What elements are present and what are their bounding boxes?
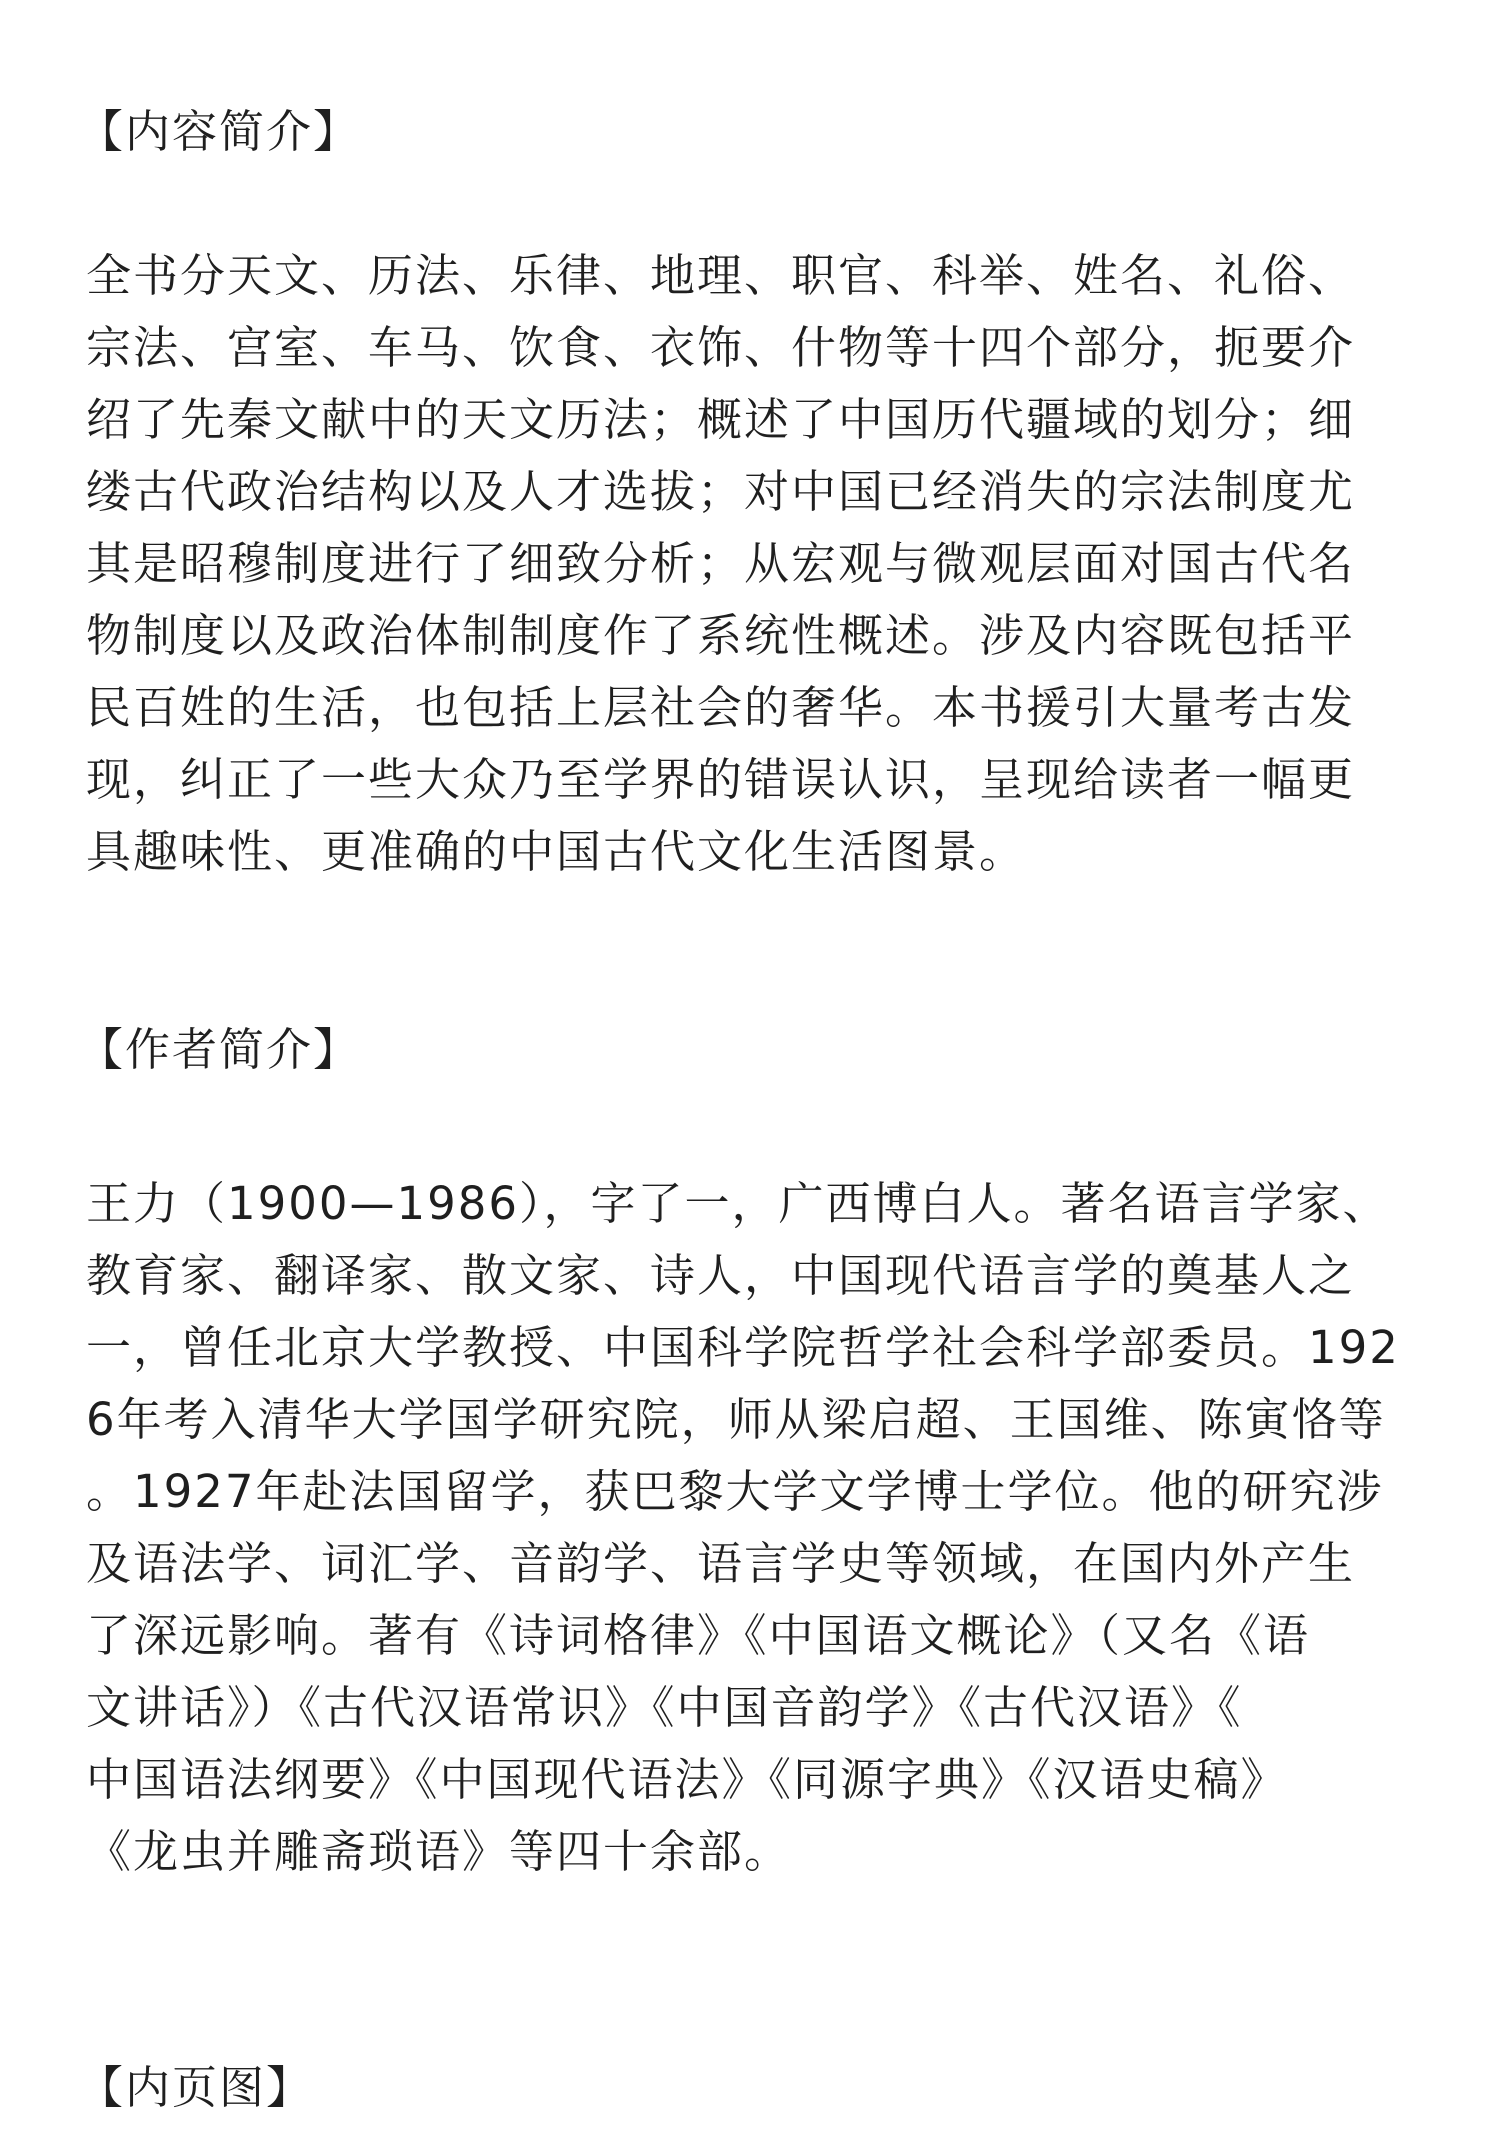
intro-heading: 【内容简介】 [78,105,361,158]
intro-line: 绍了先秦文献中的天文历法；概述了中国历代疆域的划分；细 [86,393,1356,446]
intro-line: 全书分天文、历法、乐律、地理、职官、科举、姓名、礼俗、 [86,249,1356,302]
author-line: 6年考入清华大学国学研究院，师从梁启超、王国维、陈寅恪等 [86,1393,1386,1446]
intro-line: 具趣味性、更准确的中国古代文化生活图景。 [86,825,1027,878]
intro-line: 民百姓的生活，也包括上层社会的奢华。本书援引大量考古发 [86,681,1356,734]
author-paragraph [86,1168,1426,1888]
author-line: 教育家、翻译家、散文家、诗人，中国现代语言学的奠基人之 [86,1249,1356,1302]
author-line: 一，曾任北京大学教授、中国科学院哲学社会科学部委员。192 [86,1321,1400,1374]
author-line: 王力（1900—1986），字了一，广西博白人。著名语言学家、 [86,1177,1390,1230]
intro-line: 宗法、宫室、车马、饮食、衣饰、什物等十四个部分，扼要介 [86,321,1356,374]
intro-line: 物制度以及政治体制制度作了系统性概述。涉及内容既包括平 [86,609,1356,662]
author-line: 。1927年赴法国留学，获巴黎大学文学博士学位。他的研究涉 [86,1465,1384,1518]
author-line: 及语法学、词汇学、音韵学、语言学史等领域，在国内外产生 [86,1537,1356,1590]
author-line: 文讲话》）《古代汉语常识》《中国音韵学》《古代汉语》《 [86,1681,1243,1734]
inner-pages-heading: 【内页图】 [78,2061,314,2114]
intro-line: 其是昭穆制度进行了细致分析；从宏观与微观层面对国古代名 [86,537,1356,590]
author-line: 《龙虫并雕斋琐语》等四十余部。 [86,1825,792,1878]
author-heading: 【作者简介】 [78,1023,361,1076]
intro-line: 现，纠正了一些大众乃至学界的错误认识，呈现给读者一幅更 [86,753,1356,806]
author-line: 了深远影响。著有《诗词格律》《中国语文概论》（又名《语 [86,1609,1311,1662]
intro-paragraph [86,240,1426,888]
author-line: 中国语法纲要》《中国现代语法》《同源字典》《汉语史稿》 [86,1753,1288,1806]
intro-line: 缕古代政治结构以及人才选拔；对中国已经消失的宗法制度尤 [86,465,1356,518]
